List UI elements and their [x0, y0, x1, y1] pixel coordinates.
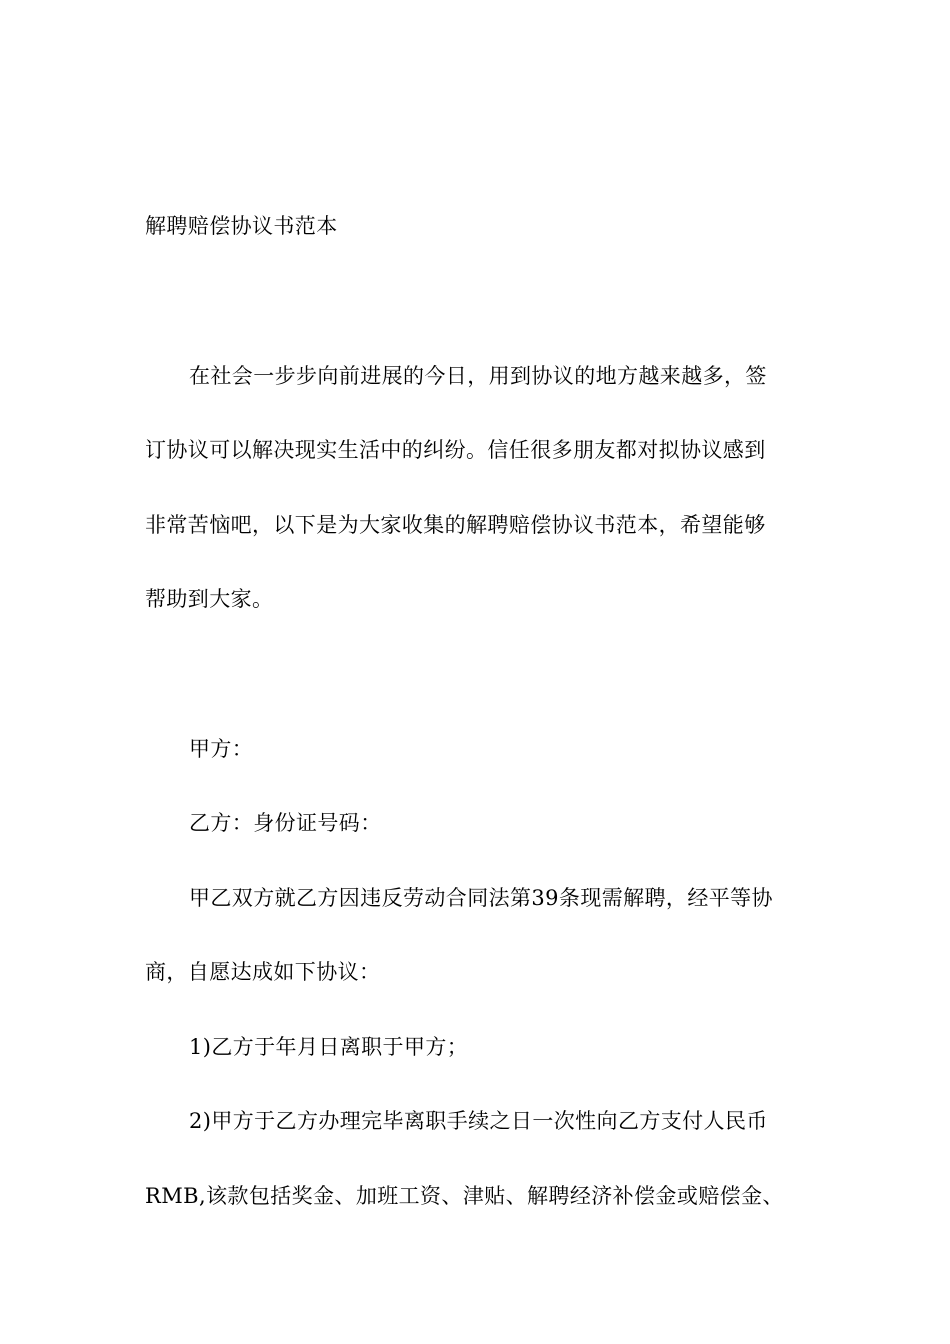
intro-line-2: 订协议可以解决现实生活中的纠纷。信任很多朋友都对拟协议感到: [145, 438, 766, 462]
intro-line-4: 帮助到大家。: [145, 587, 274, 611]
intro-line-3: 非常苦恼吧，以下是为大家收集的解聘赔偿协议书范本，希望能够: [145, 513, 766, 537]
agreement-line-1: 甲乙双方就乙方因违反劳动合同法第39条现需解聘，经平等协: [189, 886, 773, 910]
party-b-label: 乙方：身份证号码：: [189, 811, 382, 835]
clause-2-line-2: RMB,该款包括奖金、加班工资、津贴、解聘经济补偿金或赔偿金、: [145, 1184, 784, 1208]
clause-2-line-1: 2)甲方于乙方办理完毕离职手续之日一次性向乙方支付人民币: [189, 1109, 768, 1133]
intro-line-1: 在社会一步步向前进展的今日，用到协议的地方越来越多，签: [189, 364, 767, 388]
party-a-label: 甲方：: [189, 737, 254, 761]
document-title: 解聘赔偿协议书范本: [145, 214, 338, 238]
agreement-line-2: 商，自愿达成如下协议：: [145, 960, 381, 984]
clause-1: 1)乙方于年月日离职于甲方；: [189, 1035, 469, 1059]
